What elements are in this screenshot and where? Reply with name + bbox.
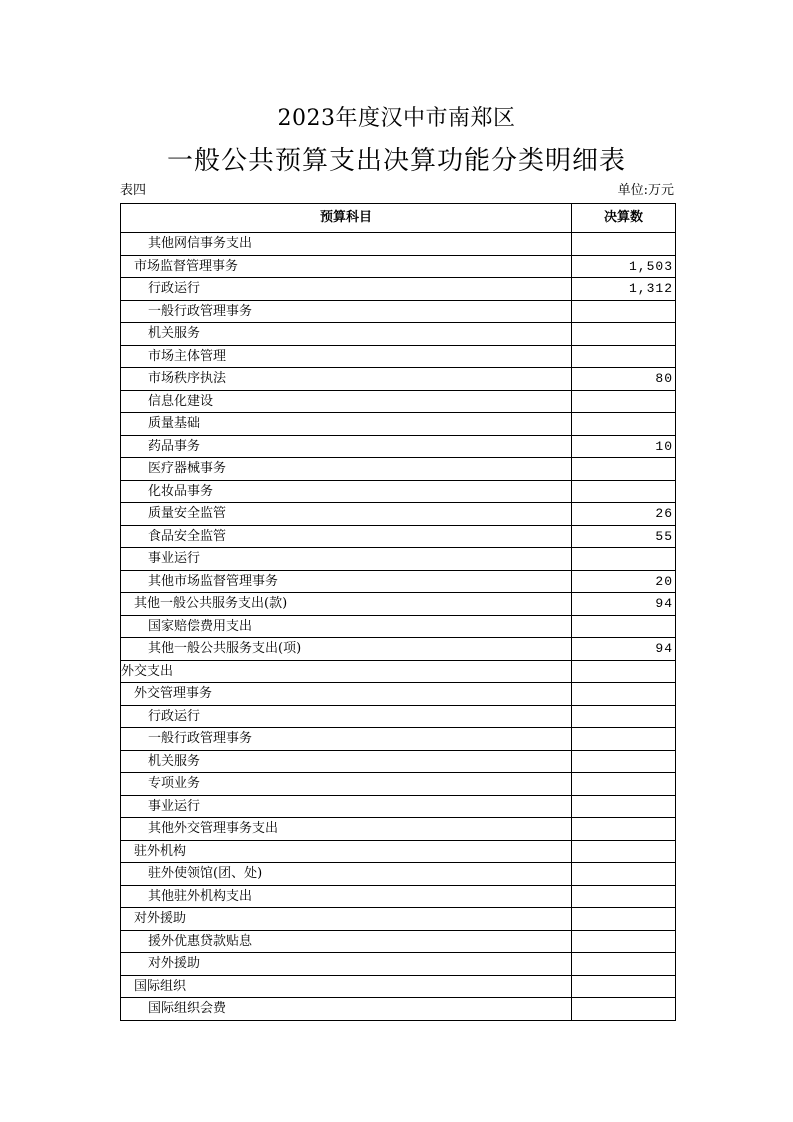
row-amount (572, 773, 676, 796)
row-item-name: 行政运行 (121, 705, 572, 728)
row-amount (572, 818, 676, 841)
table-row (121, 660, 676, 683)
row-item-name: 其他市场监督管理事务 (121, 570, 572, 593)
row-item-name: 其他一般公共服务支出(项) (121, 638, 572, 661)
row-item-name: 机关服务 (121, 323, 572, 346)
row-amount (572, 390, 676, 413)
table-row (121, 548, 676, 571)
budget-table (120, 203, 676, 1021)
row-item-name: 市场主体管理 (121, 345, 572, 368)
table-row (121, 638, 676, 661)
table-row (121, 998, 676, 1021)
row-amount (572, 885, 676, 908)
row-amount (572, 953, 676, 976)
row-item-name: 驻外机构 (121, 840, 572, 863)
header-budget-item: 预算科目 (121, 204, 572, 233)
row-item-name: 质量基础 (121, 413, 572, 436)
row-item-name: 质量安全监管 (121, 503, 572, 526)
table-row (121, 818, 676, 841)
table-row (121, 593, 676, 616)
row-amount: 1,503 (572, 255, 676, 278)
row-amount: 10 (572, 435, 676, 458)
row-item-name: 外交管理事务 (121, 683, 572, 706)
row-item-name: 国际组织会费 (121, 998, 572, 1021)
row-amount (572, 998, 676, 1021)
table-row (121, 255, 676, 278)
row-item-name: 其他外交管理事务支出 (121, 818, 572, 841)
table-row (121, 728, 676, 751)
table-row (121, 683, 676, 706)
table-row (121, 525, 676, 548)
row-amount (572, 323, 676, 346)
row-item-name: 一般行政管理事务 (121, 300, 572, 323)
table-row (121, 705, 676, 728)
table-row (121, 750, 676, 773)
row-amount (572, 615, 676, 638)
row-amount: 1,312 (572, 278, 676, 301)
row-amount (572, 548, 676, 571)
table-row (121, 953, 676, 976)
table-row (121, 345, 676, 368)
row-item-name: 其他驻外机构支出 (121, 885, 572, 908)
row-amount (572, 660, 676, 683)
table-row (121, 368, 676, 391)
row-item-name: 信息化建设 (121, 390, 572, 413)
row-item-name: 医疗器械事务 (121, 458, 572, 481)
table-row (121, 795, 676, 818)
table-row (121, 908, 676, 931)
row-item-name: 国际组织 (121, 975, 572, 998)
row-item-name: 对外援助 (121, 953, 572, 976)
row-amount: 94 (572, 593, 676, 616)
table-row (121, 390, 676, 413)
row-item-name: 机关服务 (121, 750, 572, 773)
row-item-name: 市场监督管理事务 (121, 255, 572, 278)
row-item-name: 其他网信事务支出 (121, 233, 572, 256)
table-row (121, 503, 676, 526)
row-item-name: 其他一般公共服务支出(款) (121, 593, 572, 616)
table-header-row (121, 204, 676, 233)
table-row (121, 930, 676, 953)
row-item-name: 国家赔偿费用支出 (121, 615, 572, 638)
table-row (121, 278, 676, 301)
table-label: 表四 (120, 183, 147, 198)
row-amount (572, 863, 676, 886)
table-row (121, 863, 676, 886)
table-row (121, 885, 676, 908)
row-item-name: 市场秩序执法 (121, 368, 572, 391)
table-row (121, 323, 676, 346)
row-item-name: 援外优惠贷款贴息 (121, 930, 572, 953)
row-amount (572, 840, 676, 863)
row-amount: 20 (572, 570, 676, 593)
row-item-name: 药品事务 (121, 435, 572, 458)
row-item-name: 外交支出 (121, 660, 572, 683)
row-item-name: 行政运行 (121, 278, 572, 301)
row-amount (572, 233, 676, 256)
row-item-name: 事业运行 (121, 548, 572, 571)
row-amount (572, 705, 676, 728)
table-body (121, 233, 676, 1021)
row-amount: 94 (572, 638, 676, 661)
row-item-name: 专项业务 (121, 773, 572, 796)
row-amount: 80 (572, 368, 676, 391)
row-item-name: 对外援助 (121, 908, 572, 931)
table-row (121, 480, 676, 503)
row-item-name: 事业运行 (121, 795, 572, 818)
unit-label: 单位:万元 (617, 183, 674, 198)
header-final-amount: 决算数 (572, 204, 676, 233)
table-row (121, 233, 676, 256)
table-row (121, 773, 676, 796)
row-amount (572, 480, 676, 503)
table-row (121, 458, 676, 481)
row-amount: 55 (572, 525, 676, 548)
row-amount (572, 300, 676, 323)
row-item-name: 一般行政管理事务 (121, 728, 572, 751)
table-row (121, 413, 676, 436)
row-item-name: 化妆品事务 (121, 480, 572, 503)
row-amount (572, 345, 676, 368)
table-row (121, 435, 676, 458)
row-amount (572, 750, 676, 773)
table-row (121, 615, 676, 638)
row-item-name: 驻外使领馆(团、处) (121, 863, 572, 886)
row-amount (572, 728, 676, 751)
row-amount (572, 795, 676, 818)
table-row (121, 570, 676, 593)
row-amount (572, 908, 676, 931)
row-amount (572, 930, 676, 953)
document-title-line2: 一般公共预算支出决算功能分类明细表 (166, 146, 626, 176)
document-title-line1: 2023年度汉中市南郑区 (277, 106, 516, 131)
row-amount: 26 (572, 503, 676, 526)
table-row (121, 840, 676, 863)
row-amount (572, 413, 676, 436)
table-row (121, 300, 676, 323)
table-row (121, 975, 676, 998)
row-amount (572, 683, 676, 706)
row-amount (572, 458, 676, 481)
row-item-name: 食品安全监管 (121, 525, 572, 548)
row-amount (572, 975, 676, 998)
